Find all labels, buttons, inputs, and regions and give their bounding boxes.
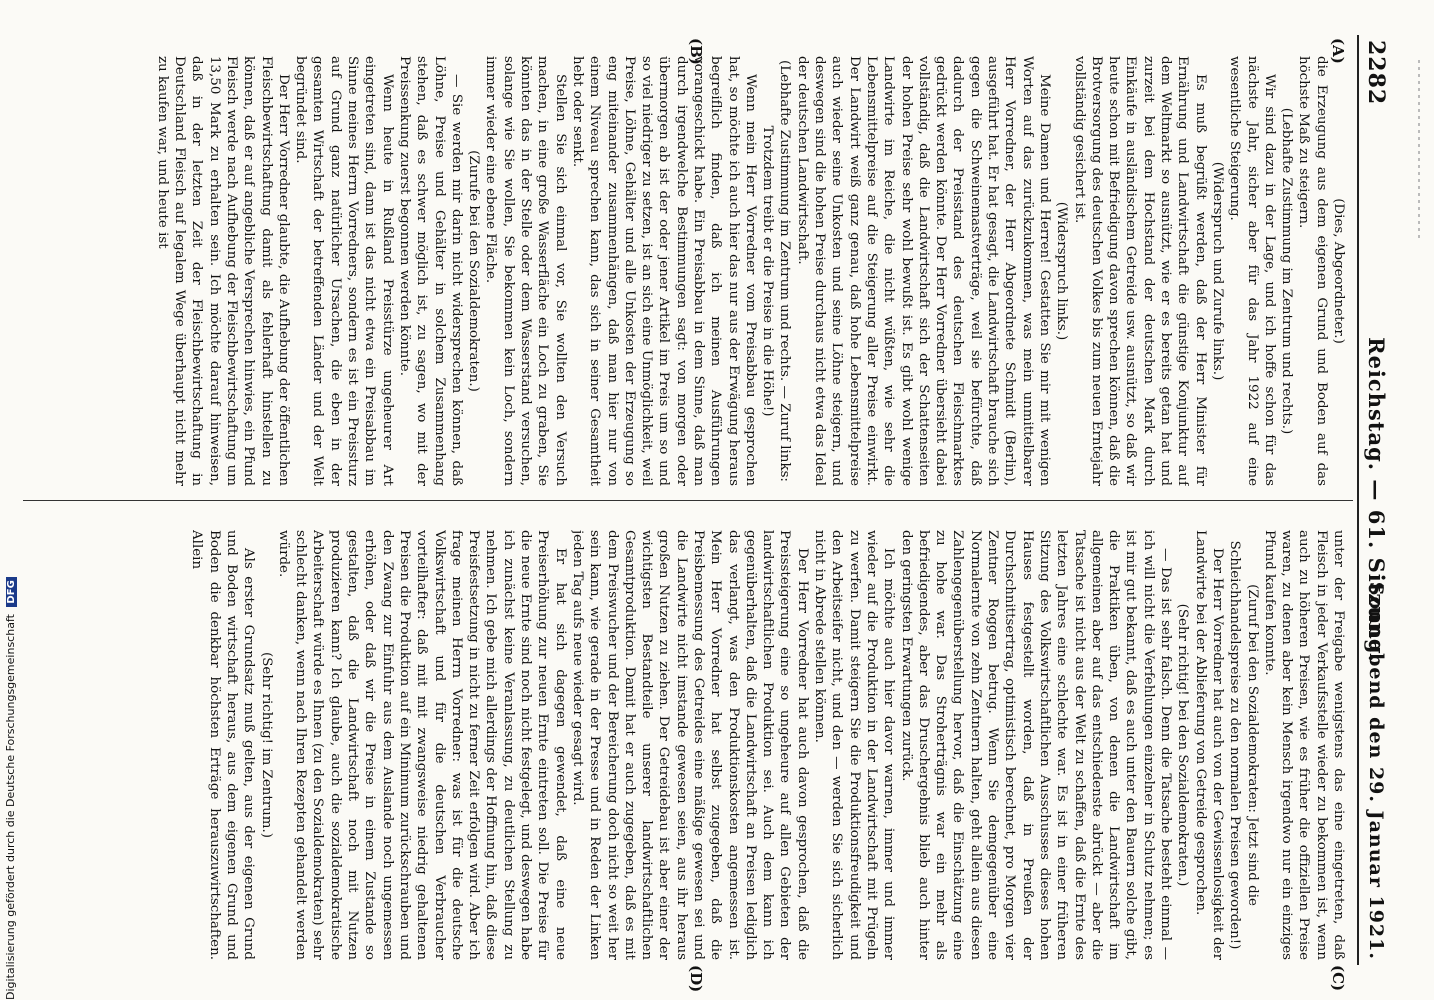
- speech-paragraph: Der Herr Vorredner glaubte, die Aufhebung der öffentlichen Fleischbewirtschaftung damit als fehlerhaft hinstellen zu können, daß er auf angebliche Versprechen hinwies, ein Pfund Fleisch werde nach Aufhebung der Fleischbewirtschaftung um 13,50 Mark zu erhalten sein. Ich möchte darauf hinweisen, daß in der letzten Zeit der Fleischbewirtschaftung in Deutschland Fleisch auf legalem Wege überhaupt nicht mehr zu kaufen war, und heute ist: [154, 56, 291, 486]
- margin-marker-d: (D): [687, 965, 705, 993]
- speech-paragraph: Er hat sich dagegen gewendet, daß eine neue Preiserhöhung zur neuen Ernte eintreten soll. Die Preise für die neue Ernte sind noch nicht festgelegt, und deswegen habe ich zunächst keine Veranlassung, zu deutlichen Stellung zu nehmen. Ich gebe mich allerdings der Hoffnung hin, daß diese Preisfestsetzung in nicht zu ferner Zeit erfolgen wird. Aber ich frage meinen Herrn Vorredner: was ist für die deutsche Volkswirtschaft und für die deutschen Verbraucher vorteilhafter: daß mit mit zwangsweise niedrig gehaltenen Preisen die Produktion auf ein Minimum zurückschrauben und den Zwang zur Einfuhr aus dem Auslande noch ungemessen erhöhen, oder daß wir die Preise in einem Zustande so gestalten, daß die Landwirtschaft noch mit Nutzen produzieren kann? Ich glaube, auch die sozialdemokratische Arbeiterschaft würde es Ihnen (zu den Sozialdemokraten) sehr schlecht danken, wenn nach Ihren Rezepten gehandelt werden würde.: [275, 530, 568, 960]
- page-header: [1355, 40, 1395, 960]
- right-text-column: [27, 530, 1347, 960]
- interjection-paragraph: (Dies, Abgeordneter.): [1331, 198, 1346, 344]
- speech-paragraph: Meine Damen und Herren! Gestatten Sie mir mit wenigen Worten auf das zurückzukommen, was mein unmittelbarer Herr Vorredner, der Herr Abgeordnete Schmidt (Berlin), ausgeführt hat. Er hat gesagt, die Landwirtschaft brauche sich gegen die Schweinemastverträge, weil sie befürchte, daß dadurch der Preisstand des deutschen Fleischmarktes gedrückt werden könnte. Der Herr Vorredner übersieht dabei vollständig, daß die Landwirtschaft sich der Schattenseiten der hohen Preise sehr wohl bewußt ist. Es gibt wohl wenige Landwirte im Reiche, die nicht wüßten, wie sehr die Lebensmittelpreise auf die Steigerung aller Preise einwirkt. Der Landwirt weiß ganz genau, daß hohe Lebensmittelpreise auch wieder seine Unkosten und seine Löhne steigern, und deswegen sind die hohen Preise durchaus nicht etwa das Ideal der deutschen Landwirtschaft.: [794, 56, 1052, 486]
- speech-paragraph: — Das ist sehr falsch. Denn die Tatsache besteht einmal — ich will nicht die Verfehlungen einzelner in Schutz nehmen; es ist mir gut bekannt, daß es auch unter den Bauern solche gibt, die Praktiken üben, von denen die Landwirtschaft im allgemeinen aber auf das entschiedenste abrückt — aber die Tatsache ist nicht aus der Welt zu schaffen, daß die Ernte des letzten Jahres eine schlechte war. Es ist in einer früheren Sitzung des Volkswirtschaftlichen Ausschusses dieses hohen Hauses festgestellt worden, daß in Preußen der Durchschnittsertrag, optimistisch berechnet, pro Morgen vier Zentner Roggen betrug. Wenn Sie demgegenüber eine Normalernte von zehn Zentnern halten, geht allein aus diesen Zahlengegenüberstellung hervor, daß die Einschätzung eine zu hohe war. Das Stroherträgnis war ein mehr als befriedigendes, aber das Druschergebnis blieb auch hinter den geringsten Erwartungen zurück.: [898, 530, 1174, 960]
- speech-paragraph: die Erzeugung aus dem eigenen Grund und Boden auf das höchste Maß zu steigern.: [1296, 56, 1329, 486]
- speech-paragraph: Ich möchte auch hier davor warnen, immer und immer wieder auf die Produktion in der Landwirtschaft mit Prügeln zu werfen. Damit steigern Sie die Produktionsfreudigkeit und den Arbeitseifer nicht, und den — werden Sie sich sicherlich nicht in Abrede stellen können.: [812, 530, 897, 960]
- speech-paragraph: Der Herr Vorredner hat auch von der Gewissenlosigkeit der Landwirte bei der Ablieferung von Getreide gesprochen.: [1192, 530, 1225, 960]
- dfg-logo: DFG: [6, 577, 17, 606]
- interjection-paragraph: (Zuruf bei den Sozialdemokraten: Jetzt sind die Schleichhandelspreise zu den normalen Preisen geworden!): [1227, 540, 1260, 950]
- page-title: Reichstag. — 61. Sitzung.: [1364, 337, 1389, 663]
- session-date: Sonnabend den 29. Januar 1921.: [1365, 581, 1387, 960]
- header-rule: [1357, 35, 1359, 965]
- speech-paragraph: unter der Freigabe wenigstens das eine eingetreten, daß Fleisch in jeder Verkaufsstelle wieder zu bekommen ist, wenn auch zu höheren Preisen, wie es früher die offiziellen Preise waren, zu denen aber kein Mensch irgendwo nur ein einziges Pfund kaufen konnte.: [1261, 530, 1346, 960]
- speech-paragraph: Wir sind dazu in der Lage, und ich hoffe schon für das nächste Jahr, sicher aber für das Jahr 1922 auf eine wesentliche Steigerung.: [1227, 56, 1277, 486]
- interjection-paragraph: (Sehr richtig! bei den Sozialdemokraten.): [1175, 603, 1191, 887]
- speech-paragraph: — Sie werden mir darin nicht widersprechen können, daß Löhne, Preise und Gehälter in solchem Zusammenhang stehen, daß es schwer möglich ist, zu sagen, wo mit der Preissenkung zuerst begonnen werden könnte.: [396, 56, 464, 486]
- reichstag-protocol-page: [15, 0, 1405, 1000]
- interjection-paragraph: (Lebhafte Zustimmung im Zentrum und rechts. — Zuruf links: Trotzdem treibt er die Preise in die Höhe!): [760, 60, 793, 482]
- column-divider: [23, 500, 1353, 501]
- scan-edge-mark: [1418, 60, 1420, 240]
- digitization-credit: [4, 580, 17, 1000]
- speech-paragraph: Es muß begrüßt werden, daß der Herr Minister für Ernährung und Landwirtschaft die günstige Konjunktur auf dem Weltmarkt so ausnützt, wie er es bereits getan hat und zurzeit bei dem Hochstand der deutschen Mark durch Einkäufe in ausländischem Getreide usw. ausnützt, so daß wir heute schon mit Befriedigung davon sprechen können, daß die Brotversorgung des deutschen Volkes bis zum neuen Erntejahr vollständig gesichert ist.: [1071, 56, 1208, 486]
- page-number: 2282: [1363, 40, 1389, 106]
- speech-paragraph: Wenn mein Herr Vorredner vom Preisabbau gesprochen hat, so möchte ich auch hier das nur aus der Erwägung heraus begreiflich finden, daß ich meinen Ausführungen vorangeschickt habe. Ein Preisabbau in dem Sinne, daß man durch irgendwelche Bestimmungen sagt: von morgen oder übermorgen ab ist der oder jener Artikel im Preis um so und so viel niedriger zu setzen, ist an sich eine Unmöglichkeit, weil Preise, Löhne, Gehälter und alle Unkosten der Erzeugung so eng miteinander zusammenhängen, daß man hier nur von einem Niveau sprechen kann, das sich in seiner Gesamtheit hebt oder senkt.: [569, 56, 758, 486]
- speech-paragraph: Der Herr Vorredner hat auch davon gesprochen, daß die Preissteigerung eine so ungeheure auf allen Gebieten der landwirtschaftlichen Produktion sei. Auch dem kann ich gegenüberhalten, daß die Landwirtschaft an Preisen lediglich das verlangt, was den Produktionskosten angemessen ist. Mein Herr Vorredner hat selbst zugegeben, daß die Preisbemessung des Getreides eine mäßige gewesen sei und die Landwirte nicht imstande gewesen seien, aus ihr heraus großen Nutzen zu ziehen. Der Getreidebau ist aber einer der wichtigsten Bestandteile unserer landwirtschaftlichen Gesamtproduktion. Damit hat er auch zugegeben, daß es mit dem Preiswucher und der Bereicherung doch nicht so weit her sein kann, wie gerade in der Presse und in Reden der Linken jeden Tag aufs neue wieder gesagt wird.: [569, 530, 810, 960]
- left-text-column: [27, 56, 1347, 486]
- speech-paragraph: Als erster Grundsatz muß gelten, aus der eigenen Grund und Boden wirtschaft heraus, aus dem eigenen Grund und Boden die denkbar höchsten Erträge herauszuwirtschaften. Allein: [189, 530, 257, 960]
- margin-marker-c: (C): [1329, 965, 1347, 992]
- interjection-paragraph: (Sehr richtig! im Zentrum.): [258, 652, 274, 838]
- margin-marker-b: (B): [687, 38, 705, 65]
- interjection-paragraph: (Zurufe bei den Sozialdemokraten.): [466, 150, 482, 392]
- credit-text: Digitalisierung gefördert durch die Deutsche Forschungsgemeinschaft: [4, 614, 17, 1000]
- speech-paragraph: Stellen Sie sich einmal vor, Sie wollten den Versuch machen, in eine große Wasserfläche ein Loch zu graben, Sie könnten das in der Stelle oder dem Wasserstand versuchen, solange wie Sie wollen, Sie bekommen kein Loch, sondern immer wieder eine ebene Fläche.: [483, 56, 568, 486]
- interjection-paragraph: (Widerspruch links.): [1054, 201, 1070, 341]
- margin-marker-a: (A): [1329, 38, 1347, 64]
- interjection-paragraph: (Widerspruch und Zurufe links.): [1209, 161, 1225, 381]
- interjection-paragraph: (Lebhafte Zustimmung im Zentrum und rechts.): [1279, 107, 1295, 435]
- speech-paragraph: Wenn heute in Rußland Preisstürze ungeheurer Art eingetreten sind, dann ist das nicht etwa ein Preisabbau im Sinne meines Herrn Vorredners, sondern es ist ein Preissturz auf Grund ganz natürlicher Ursachen, die eben in der gesamten Wirtschaft der betreffenden Länder und der Welt begründet sind.: [293, 56, 395, 486]
